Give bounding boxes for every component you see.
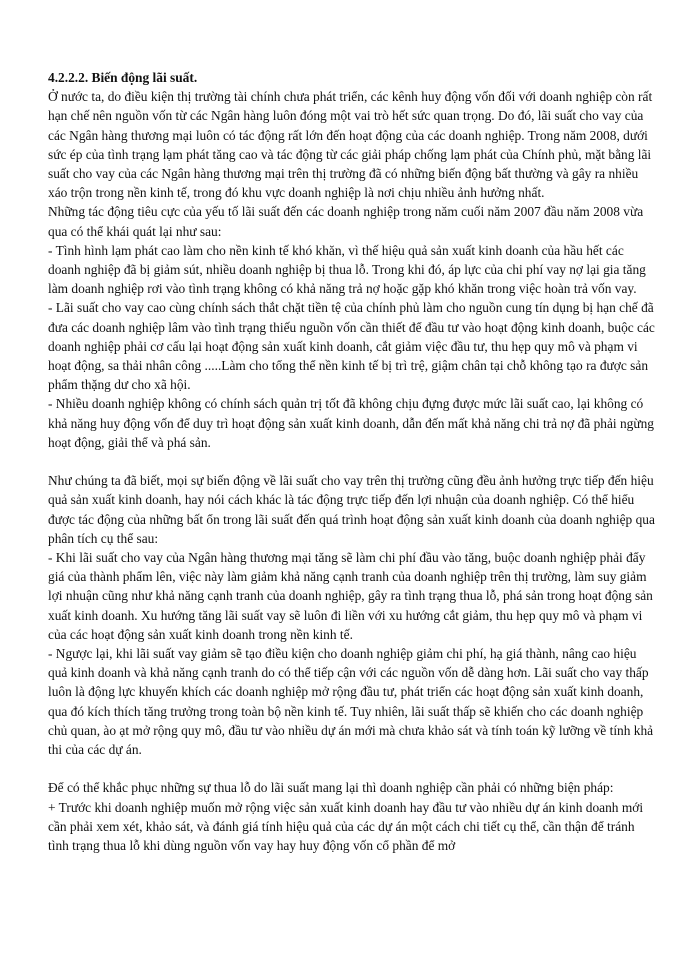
analysis-paragraph: Như chúng ta đã biết, mọi sự biến động về lãi suất cho vay trên thị trường cũng đều ảnh hưởng trực tiếp đến hiệu quả sản xuất kinh doanh, hay nói cách khác là tác động trực tiếp đến lợi nhuận của doanh nghiệp. Có thể hiểu được tác động của những bất ổn trong lãi suất đến quá trình hoạt động sản xuất kinh doanh của doanh nghiệp qua phân tích cụ thể sau:: [48, 473, 655, 546]
paragraph-spacer: [48, 452, 658, 471]
summary-paragraph: Những tác động tiêu cực của yếu tố lãi suất đến các doanh nghiệp trong năm cuối năm 2007 đầu năm 2008 vừa qua có thể khái quát lại như sau:: [48, 204, 644, 239]
negative-effect-item-1: - Tình hình lạm phát cao làm cho nền kinh tế khó khăn, vì thế hiệu quả sản xuất kinh doanh của hầu hết các doanh nghiệp đã bị giảm sút, nhiều doanh nghiệp bị thua lỗ. Trong khi đó, áp lực của chi phí vay nợ lại gia tăng làm doanh nghiệp rơi vào tình trạng không có khả năng trả nợ hoặc gặp khó khăn trong việc hoàn trả vốn vay.: [48, 242, 646, 297]
document-body: [48, 68, 658, 855]
intro-paragraph: Ở nước ta, do điều kiện thị trường tài chính chưa phát triển, các kênh huy động vốn đối với doanh nghiệp còn rất hạn chế nên nguồn vốn từ các Ngân hàng luôn đóng một vai trò hết sức quan trọng. Do đó, lãi suất cho vay của các Ngân hàng thương mại luôn có tác động rất lớn đến hoạt động của các doanh nghiệp. Trong năm 2008, dưới sức ép của tình trạng lạm phát tăng cao và tác động từ các giải pháp chống lạm phát của Chính phủ, mặt bằng lãi suất cho vay của các Ngân hàng thương mại trên thị trường đã có những biến động bất thường và gây ra nhiều xáo trộn trong nền kinh tế, trong đó khu vực doanh nghiệp là nơi chịu nhiều ảnh hưởng nhất.: [48, 89, 653, 201]
section-heading: 4.2.2.2. Biến động lãi suất.: [48, 70, 198, 85]
measure-item-1: + Trước khi doanh nghiệp muốn mở rộng việc sản xuất kinh doanh hay đầu tư vào nhiều dự án kinh doanh mới cần phải xem xét, khảo sát, và đánh giá tính hiệu quả của các dự án một cách chi tiết cụ thể, cần thận để tránh tình trạng thua lỗ khi dùng nguồn vốn vay hay huy động vốn cổ phần để mở: [48, 799, 644, 854]
measures-paragraph: Để có thể khắc phục những sự thua lỗ do lãi suất mang lại thì doanh nghiệp cần phải có những biện pháp:: [48, 780, 614, 796]
rate-decrease-item: - Ngược lại, khi lãi suất vay giảm sẽ tạo điều kiện cho doanh nghiệp giảm chi phí, hạ giá thành, nâng cao hiệu quả kinh doanh và khả năng cạnh tranh do có thể tiếp cận với các nguồn vốn dễ dàng hơn. Lãi suất cho vay thấp luôn là động lực khuyến khích các doanh nghiệp mở rộng đầu tư, phát triển các hoạt động sản xuất kinh doanh, qua đó kích thích tăng trưởng trong toàn bộ nền kinh tế. Tuy nhiên, lãi suất thấp sẽ khiến cho các doanh nghiệp chủ quan, ào ạt mở rộng quy mô, đầu tư vào nhiều dự án mới mà chưa khảo sát và tính toán kỹ lưỡng về tính khả thi của các dự án.: [48, 646, 654, 758]
negative-effect-item-3: - Nhiều doanh nghiệp không có chính sách quản trị tốt đã không chịu đựng được mức lãi suất cao, lại không có khả năng huy động vốn để duy trì hoạt động sản xuất kinh doanh, dẫn đến mất khả năng chi trả nợ đã phải ngừng hoạt động, giải thể và phá sản.: [48, 396, 655, 450]
paragraph-spacer: [48, 759, 658, 778]
rate-increase-item: - Khi lãi suất cho vay của Ngân hàng thương mại tăng sẽ làm chi phí đầu vào tăng, buộc doanh nghiệp phải đẩy giá của thành phẩm lên, việc này làm giảm khả năng cạnh tranh của doanh nghiệp trên thị trường, làm suy giảm lợi nhuận cũng như khả năng cạnh tranh của doanh nghiệp, gây ra tình trạng thua lỗ, phá sản trong hoạt động sản xuất kinh doanh. Xu hướng tăng lãi suất vay sẽ luôn đi liền với xu hướng cắt giảm, thu hẹp quy mô và phạm vi của các hoạt động sản xuất kinh doanh trong nền kinh tế.: [48, 550, 653, 642]
negative-effect-item-2: - Lãi suất cho vay cao cùng chính sách thắt chặt tiền tệ của chính phủ làm cho nguồn cung tín dụng bị hạn chế đã đưa các doanh nghiệp lâm vào tình trạng thiếu nguồn vốn cần thiết để đầu tư vào hoạt động kinh doanh, buộc các doanh nghiệp phải cơ cấu lại hoạt động sản xuất kinh doanh, cắt giảm việc đầu tư, thu hẹp quy mô và phạm vi hoạt động, sa thải nhân công .....Làm cho tổng thể nền kinh tế bị trì trệ, giậm chân tại chỗ không tạo ra được sản phẩm thặng dư cho xã hội.: [48, 300, 655, 393]
